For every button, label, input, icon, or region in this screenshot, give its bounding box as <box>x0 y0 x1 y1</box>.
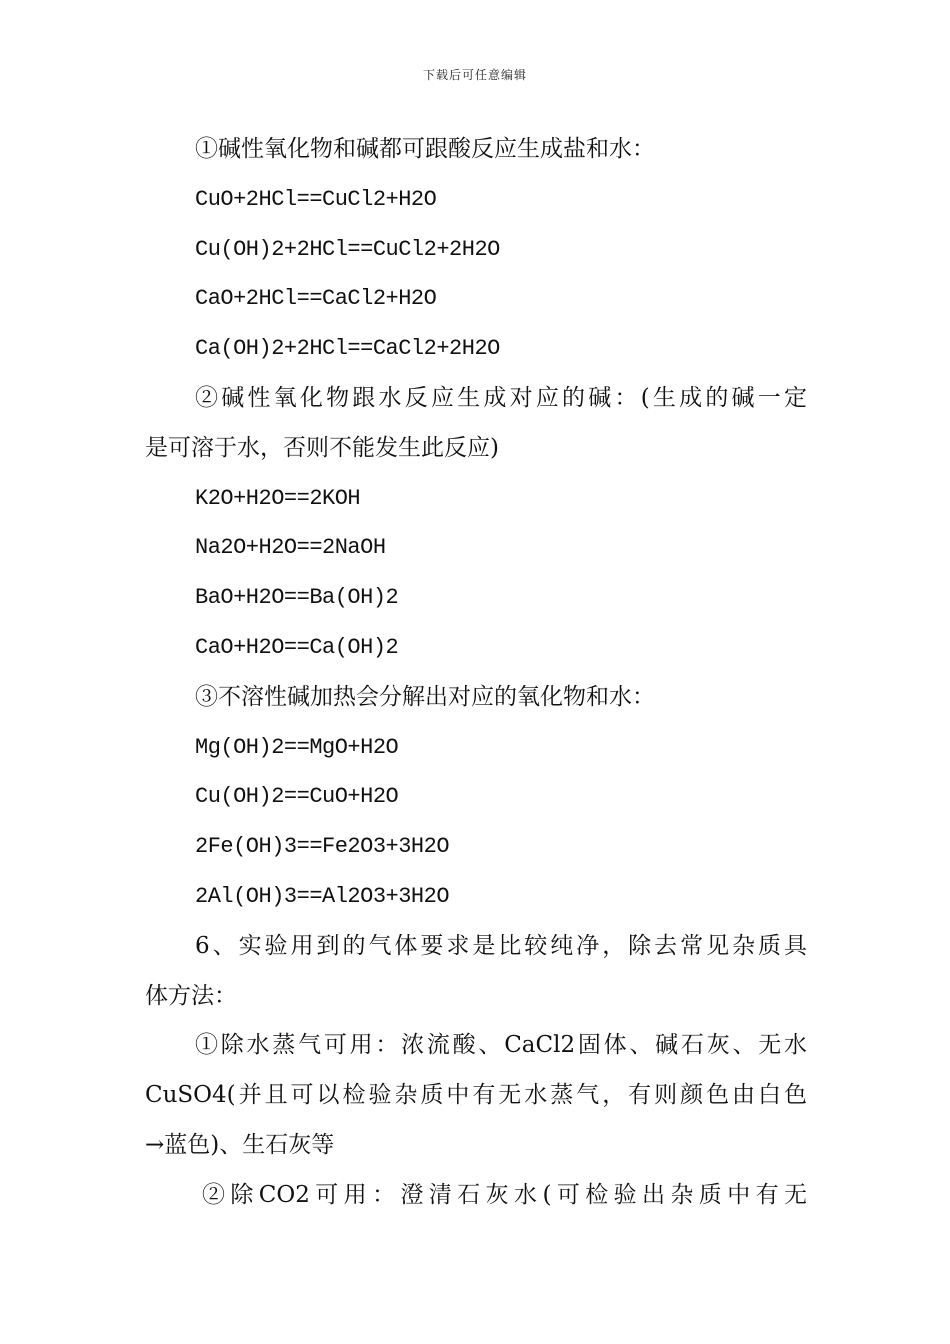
formula-line: CuO+2HCl==CuCl2+H2O <box>195 186 437 212</box>
paragraph-line: CuSO4(并且可以检验杂质中有无水蒸气，有则颜色由白色 <box>145 1082 807 1109</box>
formula-line: Na2O+H2O==2NaOH <box>195 535 386 561</box>
formula-line: Mg(OH)2==MgO+H2O <box>195 734 399 760</box>
formula-line: 2Fe(OH)3==Fe2O3+3H2O <box>195 834 450 860</box>
paragraph-line: 体方法： <box>145 982 237 1009</box>
document-body <box>145 125 807 1221</box>
formula-line: 2Al(OH)3==Al2O3+3H2O <box>195 883 450 909</box>
formula-line: CaO+H2O==Ca(OH)2 <box>195 634 399 660</box>
formula-line: K2O+H2O==2KOH <box>195 485 361 511</box>
paragraph-line: ②碱性氧化物跟水反应生成对应的碱：(生成的碱一定 <box>195 384 807 411</box>
formula-line: Cu(OH)2+2HCl==CuCl2+2H2O <box>195 236 500 262</box>
formula-line: CaO+2HCl==CaCl2+H2O <box>195 286 437 312</box>
paragraph-line: →蓝色)、生石灰等 <box>145 1131 335 1158</box>
paragraph-line: ③不溶性碱加热会分解出对应的氧化物和水： <box>195 683 655 710</box>
paragraph-line: ②除CO2可用：澄清石灰水(可检验出杂质中有无 <box>202 1181 807 1208</box>
section-heading-line: 6、实验用到的气体要求是比较纯净，除去常见杂质具 <box>195 932 807 959</box>
paragraph-line: 是可溶于水，否则不能发生此反应) <box>145 434 499 461</box>
formula-line: Ca(OH)2+2HCl==CaCl2+2H2O <box>195 336 500 362</box>
formula-line: BaO+H2O==Ba(OH)2 <box>195 585 399 611</box>
page-header: 下载后可任意编辑 <box>422 68 527 82</box>
paragraph-line: ①碱性氧化物和碱都可跟酸反应生成盐和水： <box>195 136 655 162</box>
formula-line: Cu(OH)2==CuO+H2O <box>195 784 399 810</box>
paragraph-line: ①除水蒸气可用：浓流酸、CaCl2固体、碱石灰、无水 <box>195 1032 807 1059</box>
